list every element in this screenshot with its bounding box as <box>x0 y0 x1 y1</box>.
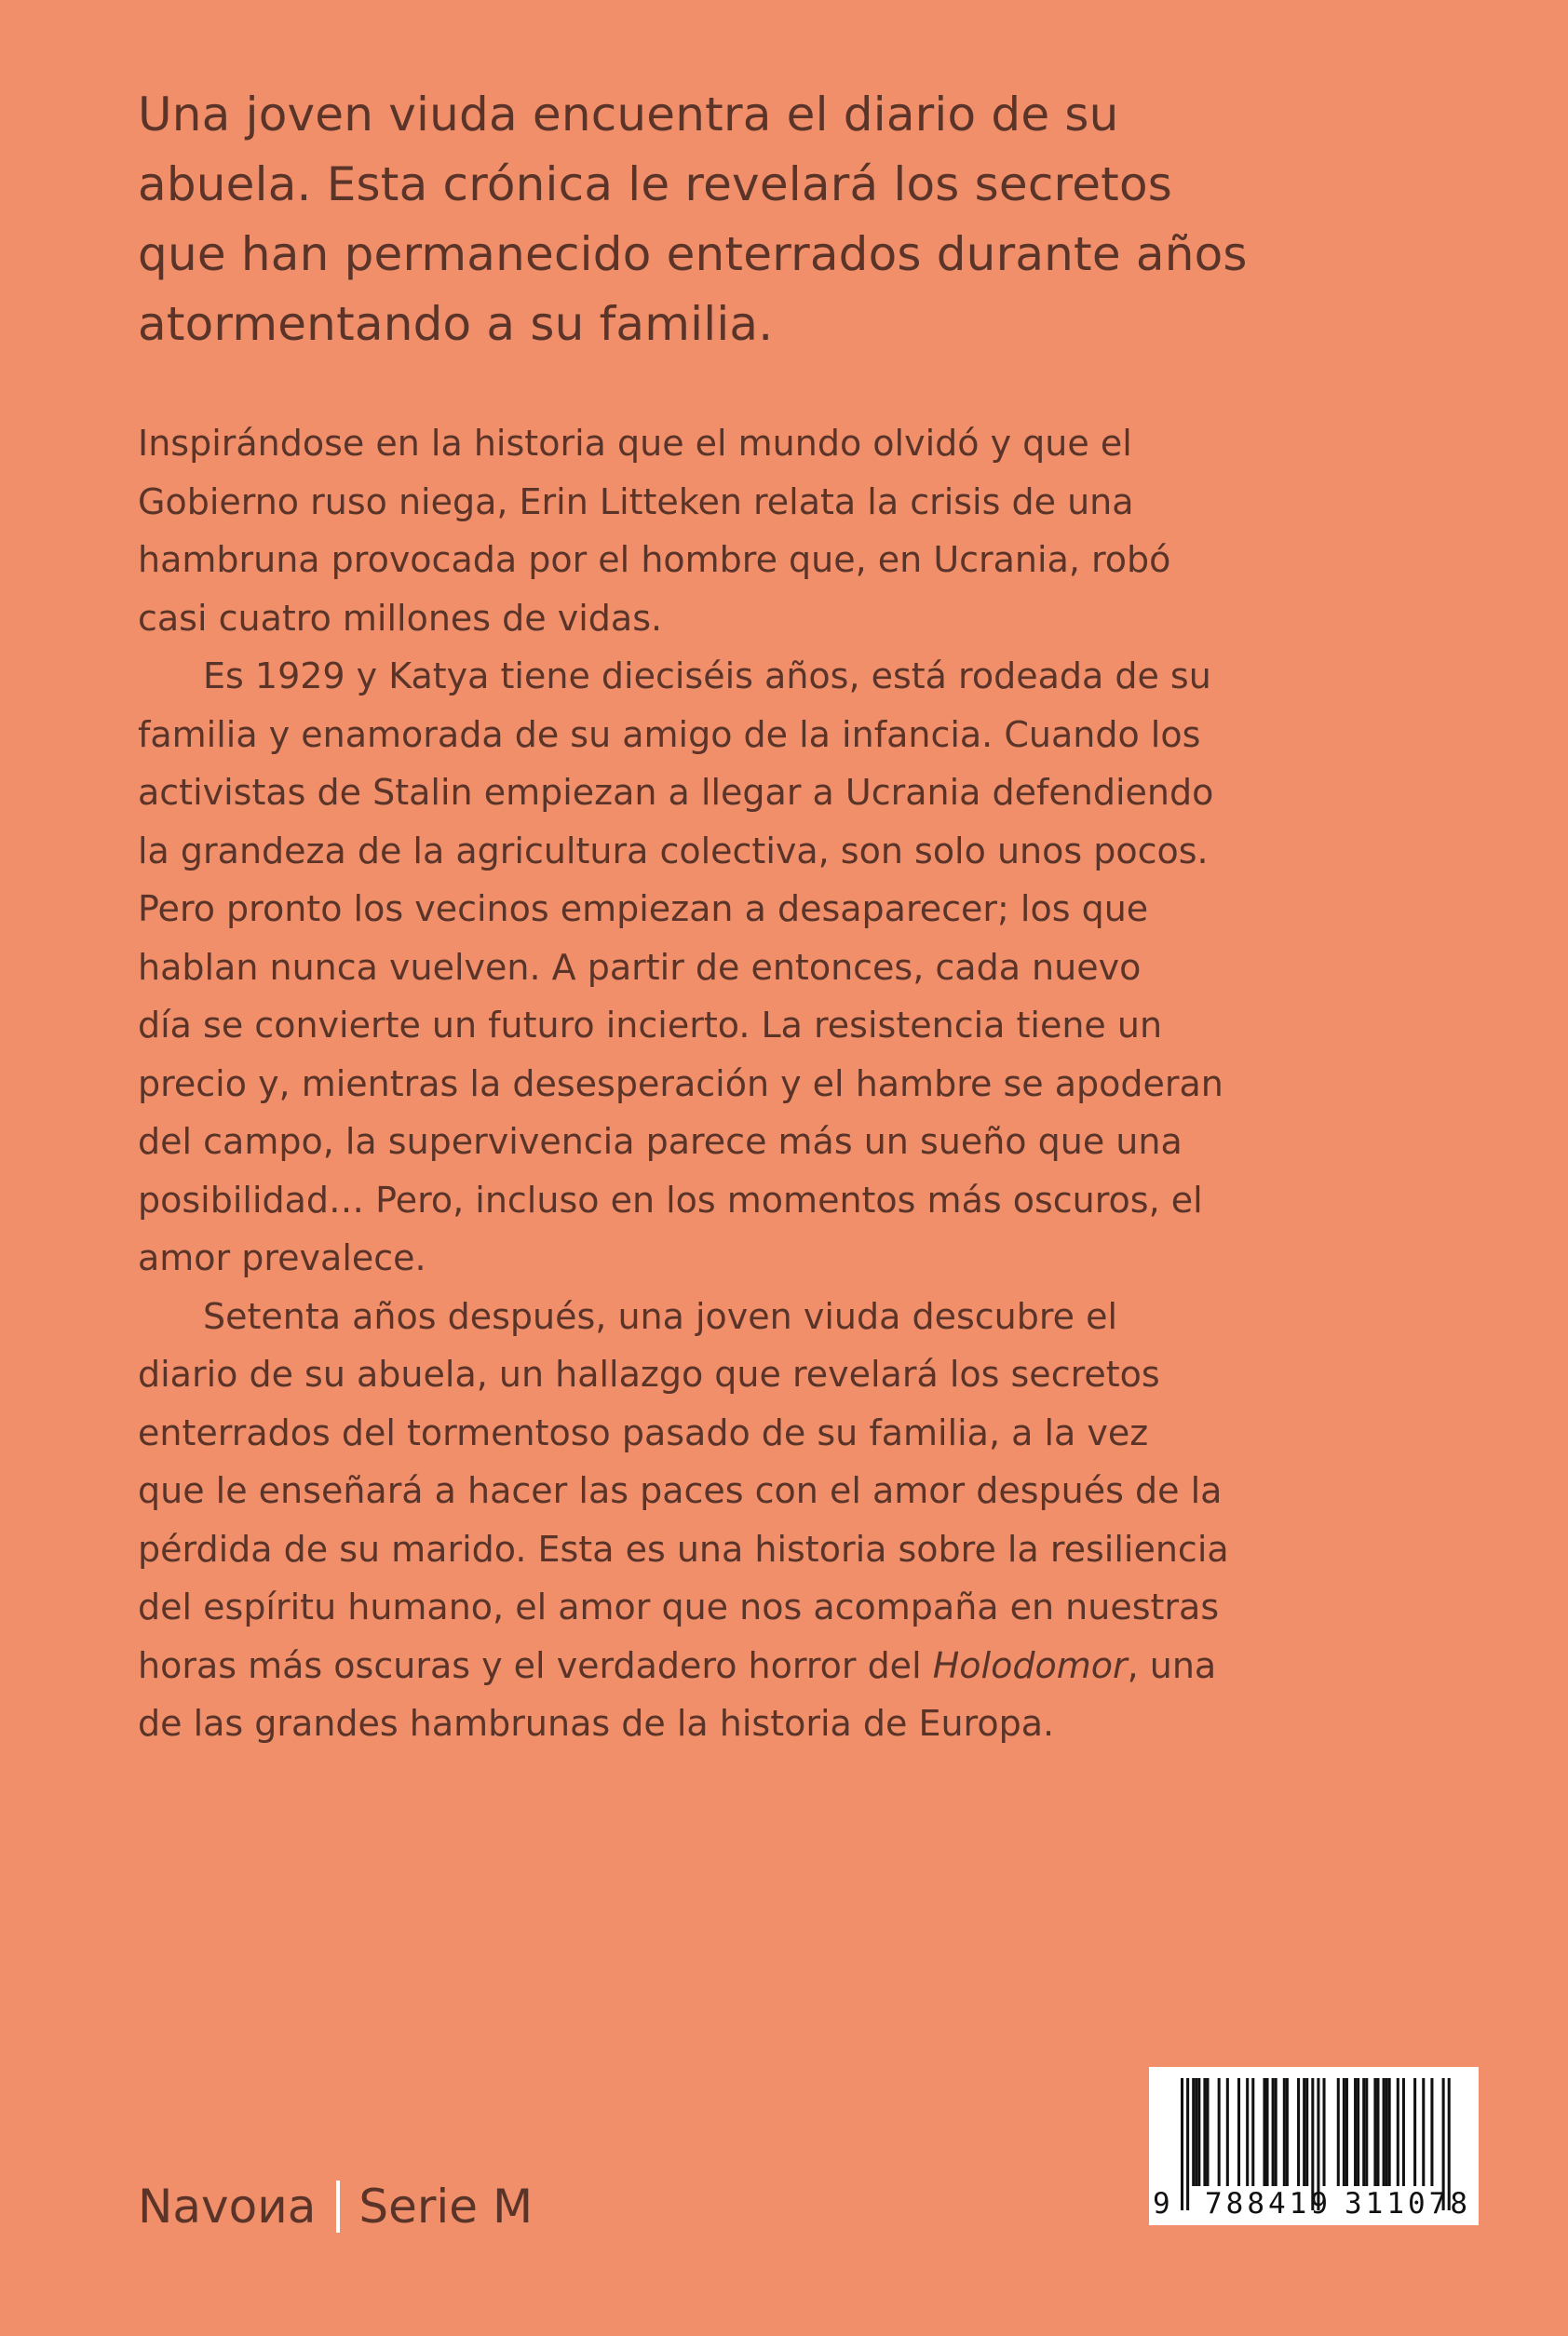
tagline-line: que han permanecido enterrados durante años <box>138 227 1248 281</box>
barcode-bar <box>1303 2078 1305 2186</box>
tagline <box>138 80 1348 359</box>
barcode-bar <box>1337 2078 1340 2186</box>
barcode-bar <box>1246 2078 1249 2186</box>
tagline-line: atormentando a su familia. <box>138 297 774 351</box>
barcode-bar <box>1365 2078 1368 2186</box>
text-line: pérdida de su marido. Esta es una historia sobre la resiliencia <box>138 1528 1229 1570</box>
barcode-bar <box>1376 2078 1379 2186</box>
barcode-bar <box>1362 2078 1365 2186</box>
barcode-bar <box>1272 2078 1275 2186</box>
text-segment: horas más oscuras y el verdadero horror del <box>138 1644 933 1686</box>
isbn-barcode <box>1149 2067 1479 2225</box>
publisher-imprint <box>138 2177 533 2236</box>
series-name: Serie M <box>358 2180 534 2234</box>
text-line: enterrados del tormentoso pasado de su familia, a la vez <box>138 1411 1149 1453</box>
text-line: Gobierno ruso niega, Erin Litteken relata la crisis de una <box>138 480 1134 522</box>
text-line: del campo, la supervivencia parece más un sueño que una <box>138 1121 1183 1162</box>
barcode-bar <box>1373 2078 1376 2186</box>
text-line <box>138 1637 1348 1695</box>
text-line: amor prevalece. <box>138 1237 426 1278</box>
barcode-digits-right: 311078 <box>1345 2187 1471 2221</box>
synopsis-paragraph-3 <box>138 1288 1348 1753</box>
barcode-bar <box>1275 2078 1277 2186</box>
text-line: que le enseñará a hacer las paces con el amor después de la <box>138 1470 1223 1511</box>
barcode-bar <box>1413 2078 1416 2186</box>
barcode-bar <box>1388 2078 1391 2186</box>
barcode-bar <box>1323 2078 1326 2186</box>
publisher-logo: Navoиa <box>138 2180 317 2234</box>
text-line: hambruna provocada por el hombre que, en Ucrania, robó <box>138 539 1171 580</box>
barcode-digits-left: 788419 <box>1205 2187 1331 2221</box>
barcode-bar <box>1345 2078 1348 2186</box>
barcode-bar <box>1195 2078 1197 2186</box>
tagline-line: abuela. Esta crónica le revelará los secretos <box>138 157 1173 211</box>
barcode-bar <box>1305 2078 1308 2186</box>
barcode-bar <box>1263 2078 1265 2186</box>
barcode-digits <box>1149 2188 1479 2220</box>
barcode-bar <box>1192 2078 1195 2186</box>
barcode-bar <box>1203 2078 1206 2186</box>
barcode-digit-first: 9 <box>1153 2187 1170 2221</box>
text-line: del espíritu humano, el amor que nos acompaña en nuestras <box>138 1587 1220 1627</box>
text-line: hablan nunca vuelven. A partir de entonces, cada nuevo <box>138 946 1142 988</box>
barcode-bar <box>1402 2078 1405 2186</box>
barcode-bar <box>1397 2078 1399 2186</box>
text-line: diario de su abuela, un hallazgo que revelará los secretos <box>138 1354 1160 1395</box>
text-line: precio y, mientras la desesperación y el hambre se apoderan <box>138 1062 1223 1104</box>
text-line: día se convierte un futuro incierto. La resistencia tiene un <box>138 1005 1163 1046</box>
text-line: posibilidad… Pero, incluso en los momentos más oscuros, el <box>138 1179 1203 1221</box>
text-line: de las grandes hambrunas de la historia de Europa. <box>138 1703 1055 1744</box>
text-line: Setenta años después, una joven viuda descubre el <box>203 1295 1118 1337</box>
text-line: Inspirándose en la historia que el mundo olvidó y que el <box>138 423 1132 464</box>
barcode-bar <box>1197 2078 1200 2186</box>
barcode-bar <box>1297 2078 1300 2186</box>
text-line: familia y enamorada de su amigo de la infancia. Cuando los <box>138 713 1201 755</box>
synopsis <box>138 414 1348 1753</box>
text-line: casi cuatro millones de vidas. <box>138 597 663 639</box>
barcode-bar <box>1422 2078 1425 2186</box>
barcode-bar <box>1354 2078 1357 2186</box>
text-line: Pero pronto los vecinos empiezan a desaparecer; los que <box>138 888 1149 929</box>
text-line: activistas de Stalin empiezan a llegar a Ucrania defendiendo <box>138 772 1214 813</box>
barcode-bar <box>1206 2078 1209 2186</box>
barcode-bar <box>1237 2078 1240 2186</box>
barcode-bar <box>1283 2078 1286 2186</box>
barcode-bar <box>1430 2078 1433 2186</box>
barcode-bar <box>1251 2078 1254 2186</box>
tagline-line: Una joven viuda encuentra el diario de su <box>138 88 1119 142</box>
barcode-bar <box>1218 2078 1221 2186</box>
italic-term: Holodomor <box>932 1644 1128 1686</box>
text-line: la grandeza de la agricultura colectiva, son solo unos pocos. <box>138 830 1209 871</box>
barcode-bar <box>1357 2078 1359 2186</box>
synopsis-paragraph-1 <box>138 414 1348 647</box>
imprint-separator <box>336 2181 340 2233</box>
synopsis-paragraph-2 <box>138 647 1348 1288</box>
barcode-bar <box>1286 2078 1289 2186</box>
barcode-bar <box>1266 2078 1269 2186</box>
text-segment: , una <box>1127 1644 1217 1686</box>
text-line: Es 1929 y Katya tiene dieciséis años, está rodeada de su <box>203 655 1211 696</box>
barcode-bar <box>1226 2078 1229 2186</box>
barcode-bar <box>1386 2078 1388 2186</box>
barcode-bar <box>1343 2078 1345 2186</box>
barcode-bar <box>1383 2078 1386 2186</box>
